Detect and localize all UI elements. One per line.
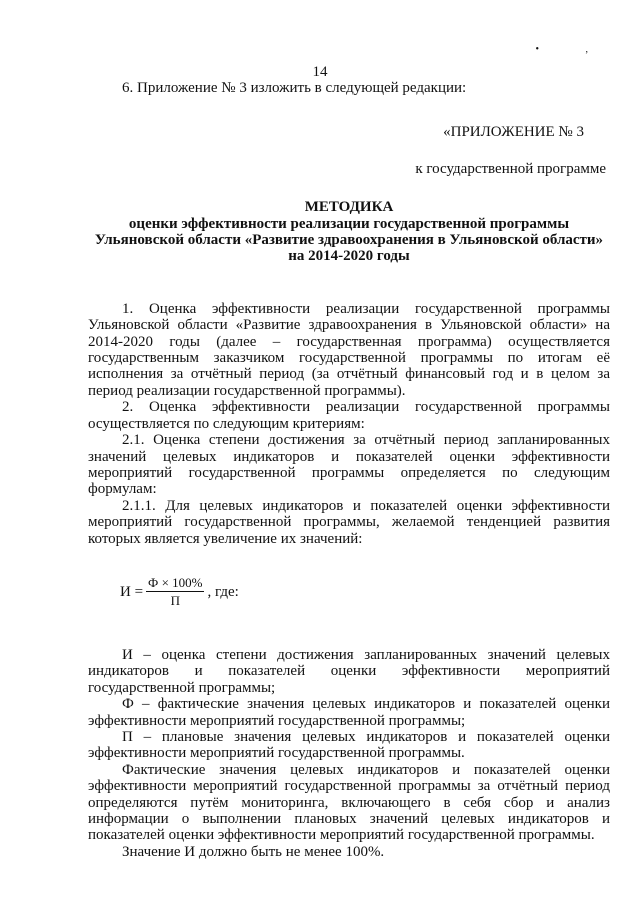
- formula-numerator: Ф × 100%: [148, 575, 203, 591]
- definition-p: П – плановые значения целевых индикаторов и показателей оценки эффективности мероприятий государственной программы.: [88, 728, 610, 762]
- formula-denominator: П: [170, 593, 180, 609]
- paragraph-value-requirement: Значение И должно быть не менее 100%.: [122, 843, 385, 860]
- paragraph-2-1-1: 2.1.1. Для целевых индикаторов и показателей оценки эффективности мероприятий государственной программы, желаемой тенденцией развития которых является увеличение их значений:: [88, 497, 610, 547]
- formula: [88, 573, 610, 611]
- appendix-reference: к государственной программе: [415, 160, 606, 177]
- page-number: 14: [312, 64, 328, 80]
- method-subtitle-line1: оценки эффективности реализации государственной программы: [128, 215, 570, 232]
- definition-i: И – оценка степени достижения запланированных значений целевых индикаторов и показателей оценки эффективности мероприятий государственной программы;: [88, 646, 610, 696]
- definition-f: Ф – фактические значения целевых индикаторов и показателей оценки эффективности мероприятий государственной программы;: [88, 696, 610, 729]
- intro-line: 6. Приложение № 3 изложить в следующей редакции:: [122, 80, 467, 96]
- formula-suffix: , где:: [207, 583, 239, 600]
- document-body: [88, 80, 610, 860]
- formula-lhs: И =: [120, 583, 144, 600]
- paragraph-fact-values: Фактические значения целевых индикаторов и показателей оценки эффективности мероприятий государственной программы за отчётный период определяются путём мониторинга, включающего в себя сбор и анализ информации о выполнении плановых значений целевых индикаторов и показателей оценки эффективности мероприятий государственной программы.: [88, 761, 610, 844]
- formula-fraction: [146, 575, 204, 608]
- paragraph-2-1: 2.1. Оценка степени достижения за отчётный период запланированных значений целевых индикаторов и показателей оценки эффективности мероприятий государственной программы определяется по следующим формулам:: [88, 432, 610, 498]
- paragraph-1: 1. Оценка эффективности реализации государственной программы Ульяновской области «Развитие здравоохранения в Ульяновской области» на 2014-2020 годы (далее – государственная программа) осуществляется государственным заказчиком государственной программы по итогам её исполнения за отчётный период (за отчётный финансовый год и в целом за период реализации государственной программы).: [88, 300, 610, 399]
- method-subtitle-line3: на 2014-2020 годы: [288, 248, 410, 265]
- method-subtitle-line2: Ульяновской области «Развитие здравоохранения в Ульяновской области»: [94, 232, 604, 249]
- paragraph-2: 2. Оценка эффективности реализации государственной программы осуществляется по следующим критериям:: [88, 399, 610, 432]
- corner-marks: • ,: [535, 44, 610, 55]
- method-title: МЕТОДИКА: [304, 199, 394, 216]
- appendix-title: «ПРИЛОЖЕНИЕ № 3: [443, 124, 584, 141]
